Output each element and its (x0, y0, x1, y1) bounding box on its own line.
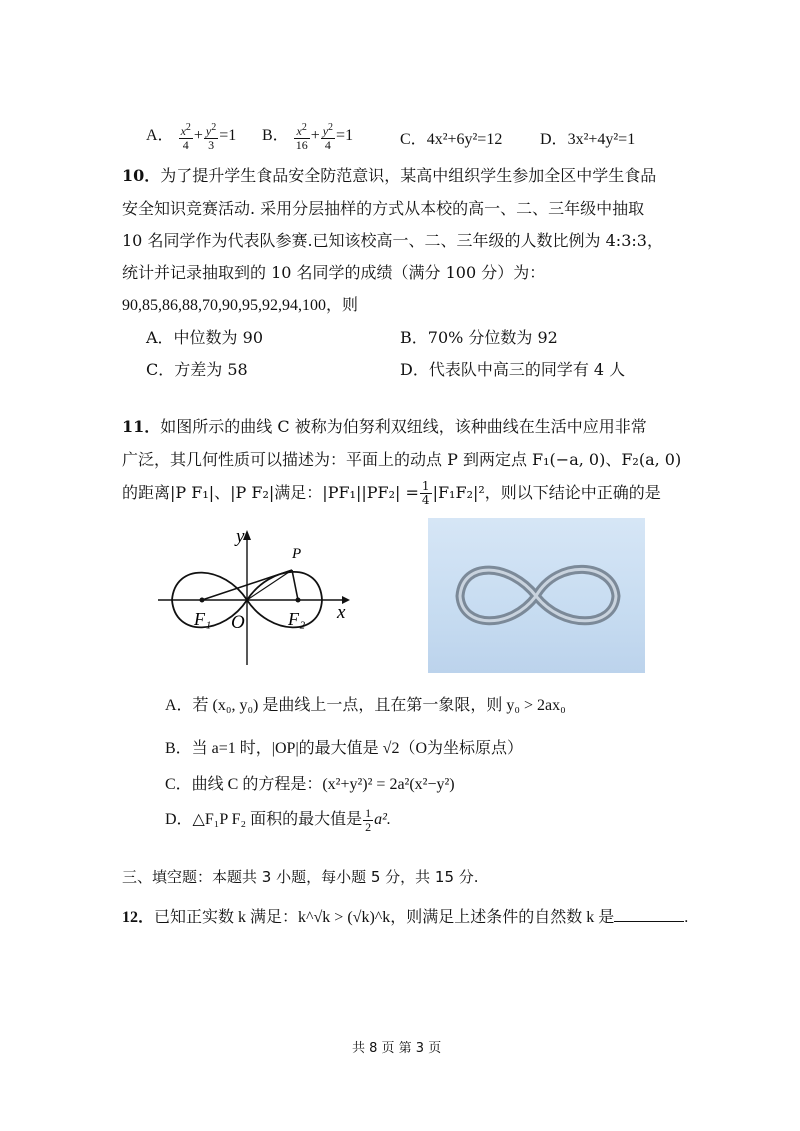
point-p-label: P (292, 546, 302, 562)
q11-option-c: C．曲线 C 的方程是：(x²+y²)² = 2a²(x²−y²) (165, 776, 455, 793)
segment-pf2 (292, 570, 298, 600)
point-f1 (200, 598, 205, 603)
segment-op (247, 570, 292, 600)
point-f2 (296, 598, 301, 603)
q9-option-c: C．4x²+6y²=12 (400, 131, 503, 148)
infinity-ribbon-image (428, 518, 645, 673)
q10-line-4: 统计并记录抽取到的 10 名同学的成绩（满分 100 分）为： (122, 263, 546, 282)
q9-option-d: D．3x²+4y²=1 (540, 131, 636, 148)
q11-option-d: D．△F₁P F₂ 面积的最大值是 $\frac{1}{2}$ a². (165, 805, 391, 834)
section-3-heading: 三、填空题：本题共 3 小题，每小题 5 分，共 15 分. (122, 868, 479, 886)
page-footer: 共 8 页 第 3 页 (352, 1041, 442, 1056)
q10-number: 10． (122, 166, 161, 185)
x-axis-label: x (337, 602, 346, 623)
fraction: $\frac{y^2}{4}$ (322, 122, 334, 152)
y-axis-label: y (236, 526, 245, 547)
q11-number: 11． (122, 417, 161, 436)
q12-line: 12．已知正实数 k 满足：k^√k > (√k)^k，则满足上述条件的自然数 k 是 . (122, 909, 689, 926)
q11-line-3: 的距离|P F₁|、|P F₂|满足：|PF₁||PF₂| = $\frac{1}{4}$ |F₁F₂|²，则以下结论中正确的是 (122, 479, 661, 507)
q9-option-a-label: A． (146, 127, 174, 145)
lemniscate-figure (150, 520, 360, 670)
fraction: $\frac{x^2}{4}$ (180, 122, 191, 152)
q9-option-a: A． $\frac{x^2}{4}$ + $\frac{y^2}{3}$ =1 (146, 122, 237, 152)
q10-option-a: A．中位数为 90 (146, 328, 264, 347)
q10-option-c: C．方差为 58 (146, 360, 248, 379)
f1-label: F₁ (194, 609, 212, 629)
origin-label: O (231, 612, 245, 633)
q10-line-1: 10．为了提升学生食品安全防范意识，某高中组织学生参加全区中学生食品 (122, 166, 657, 185)
q12-number: 12． (122, 909, 155, 926)
q10-line-2: 安全知识竞赛活动. 采用分层抽样的方式从本校的高一、二、三年级中抽取 (122, 199, 645, 218)
q11-option-a: A．若 (x₀, y₀) 是曲线上一点，且在第一象限，则 y₀ > 2ax₀ (165, 697, 566, 714)
q11-option-b: B．当 a=1 时，|OP|的最大值是 √2（O为坐标原点） (165, 740, 523, 757)
infinity-ribbon-photo (428, 518, 645, 673)
answer-blank[interactable] (614, 907, 684, 922)
q10-line-3: 10 名同学作为代表队参赛.已知该校高一、二、三年级的人数比例为 4:3:3， (122, 231, 663, 250)
q9-option-b-label: B． (262, 127, 289, 145)
q10-line-5: 90,85,86,88,70,90,95,92,94,100，则 (122, 297, 359, 314)
q9-option-b: B． $\frac{x^2}{16}$ + $\frac{y^2}{4}$ =1 (262, 122, 354, 152)
fraction: $\frac{y^2}{3}$ (205, 122, 217, 152)
q10-option-d: D．代表队中高三的同学有 4 人 (400, 360, 626, 379)
fraction: $\frac{x^2}{16}$ (295, 122, 308, 152)
q11-line-2: 广泛，其几何性质可以描述为：平面上的动点 P 到两定点 F₁(−a, 0)、F₂(a, 0) (122, 450, 682, 469)
f2-label: F₂ (288, 609, 306, 629)
q11-line-1: 11．如图所示的曲线 C 被称为伯努利双纽线，该种曲线在生活中应用非常 (122, 417, 647, 436)
q10-option-b: B．70% 分位数为 92 (400, 328, 558, 347)
